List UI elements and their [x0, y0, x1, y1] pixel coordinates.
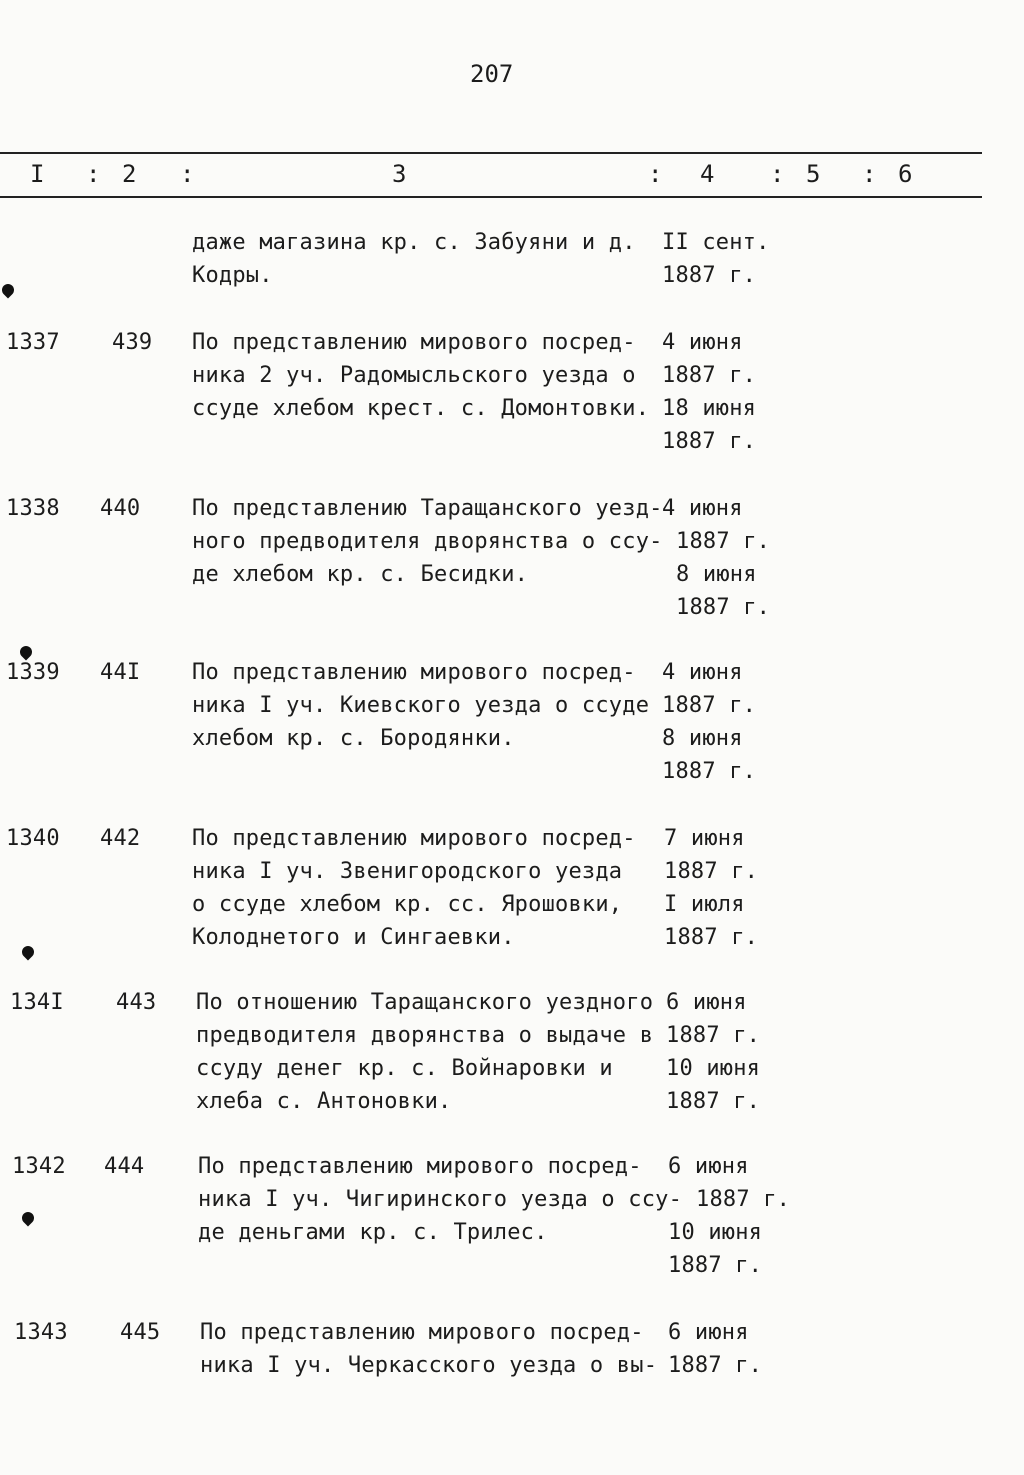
description-line: ника 2 уч. Радомысльского уезда о [192, 363, 636, 388]
description-line: хлеба с. Антоновки. [196, 1089, 452, 1114]
description-line: де хлебом кр. с. Бесидки. [192, 562, 529, 587]
date-line: 1887 г. [666, 1023, 761, 1048]
entry-number: 1342 [12, 1154, 66, 1179]
description-line: ника I уч. Чигиринского уезда о ссу- [198, 1187, 683, 1212]
entry-file-number: 439 [112, 330, 153, 355]
column-header-6: 6 [898, 160, 913, 188]
entry-dates [668, 1150, 808, 1282]
date-line: 1887 г. [662, 263, 757, 288]
entry-file-number: 443 [116, 990, 157, 1015]
date-line: 1887 г. [662, 759, 757, 784]
entry-description [198, 1150, 683, 1249]
entry-number: 134I [10, 990, 64, 1015]
description-line: о ссуде хлебом кр. сс. Ярошовки, [192, 892, 623, 917]
description-line: даже магазина кр. с. Забуяни и д. [192, 230, 636, 255]
header-rule-top [0, 152, 982, 154]
date-line: II сент. [662, 230, 770, 255]
description-line: ника I уч. Звенигородского уезда [192, 859, 623, 884]
entry-description [192, 656, 662, 755]
column-header-separator: : [180, 160, 195, 188]
description-line: хлебом кр. с. Бородянки. [192, 726, 515, 751]
entry-number: 1339 [6, 660, 60, 685]
description-line: ссуду денег кр. с. Войнаровки и [196, 1056, 613, 1081]
entry-dates [662, 492, 816, 624]
date-line: 1887 г. [676, 529, 771, 554]
date-line: 4 июня [662, 660, 743, 685]
column-header-2: 2 [122, 160, 137, 188]
description-line: По представлению Таращанского уезд- [192, 496, 663, 521]
entry-file-number: 44I [100, 660, 141, 685]
entry-description [196, 986, 666, 1118]
date-line: 1887 г. [668, 1353, 763, 1378]
column-header-separator: : [86, 160, 101, 188]
entry-dates [664, 822, 804, 954]
date-line: 8 июня [676, 562, 757, 587]
entry-number: 1343 [14, 1320, 68, 1345]
description-line: де деньгами кр. с. Трилес. [198, 1220, 548, 1245]
date-line: 10 июня [668, 1220, 763, 1245]
page-number: 207 [470, 60, 514, 88]
entry-file-number: 440 [100, 496, 141, 521]
date-line: 6 июня [666, 990, 747, 1015]
description-line: По отношению Таращанского уездного [196, 990, 654, 1015]
entry-dates [662, 656, 802, 788]
entry-file-number: 445 [120, 1320, 161, 1345]
entry-description [200, 1316, 670, 1382]
date-line: 1887 г. [696, 1187, 791, 1212]
date-line: 4 июня [662, 330, 743, 355]
description-line: По представлению мирового посред- [192, 660, 636, 685]
date-line: 1887 г. [664, 925, 759, 950]
entry-number: 1337 [6, 330, 60, 355]
description-line: По представлению мирового посред- [192, 330, 636, 355]
column-header-1: I [30, 160, 45, 188]
ink-blot-mark [20, 1210, 37, 1227]
description-line: По представлению мирового посред- [200, 1320, 644, 1345]
description-line: По представлению мирового посред- [198, 1154, 642, 1179]
description-line: Кодры. [192, 263, 273, 288]
entry-file-number: 442 [100, 826, 141, 851]
date-line: 1887 г. [664, 859, 759, 884]
date-line: 7 июня [664, 826, 745, 851]
column-header-5: 5 [806, 160, 821, 188]
column-header-separator: : [648, 160, 663, 188]
column-header-3: 3 [392, 160, 407, 188]
description-line: Колоднетого и Сингаевки. [192, 925, 515, 950]
entry-dates [666, 986, 806, 1118]
description-line: предводителя дворянства о выдаче в [196, 1023, 654, 1048]
entry-description [192, 226, 662, 292]
description-line: ника I уч. Черкасского уезда о вы- [200, 1353, 658, 1378]
entry-dates [668, 1316, 808, 1382]
ink-blot-mark [0, 282, 16, 299]
entry-description [192, 492, 662, 591]
ink-blot-mark [20, 944, 37, 961]
description-line: По представлению мирового посред- [192, 826, 636, 851]
date-line: 1887 г. [662, 363, 757, 388]
description-line: ссуде хлебом крест. с. Домонтовки. [192, 396, 650, 421]
date-line: 6 июня [668, 1154, 749, 1179]
date-line: 1887 г. [662, 429, 757, 454]
entry-number: 1340 [6, 826, 60, 851]
entry-description [192, 326, 662, 425]
entry-description [192, 822, 662, 954]
date-line: I июля [664, 892, 745, 917]
entry-number: 1338 [6, 496, 60, 521]
date-line: 10 июня [666, 1056, 761, 1081]
date-line: 1887 г. [668, 1253, 763, 1278]
date-line: 4 июня [662, 496, 743, 521]
column-header-separator: : [862, 160, 877, 188]
entry-dates [662, 326, 802, 458]
date-line: 18 июня [662, 396, 757, 421]
date-line: 1887 г. [666, 1089, 761, 1114]
entry-file-number: 444 [104, 1154, 145, 1179]
date-line: 1887 г. [662, 693, 757, 718]
entry-dates [662, 226, 802, 292]
date-line: 6 июня [668, 1320, 749, 1345]
description-line: ного предводителя дворянства о ссу- [192, 529, 663, 554]
date-line: 8 июня [662, 726, 743, 751]
column-header-separator: : [770, 160, 785, 188]
description-line: ника I уч. Киевского уезда о ссуде [192, 693, 650, 718]
header-rule-bottom [0, 196, 982, 198]
column-header-4: 4 [700, 160, 715, 188]
date-line: 1887 г. [676, 595, 771, 620]
